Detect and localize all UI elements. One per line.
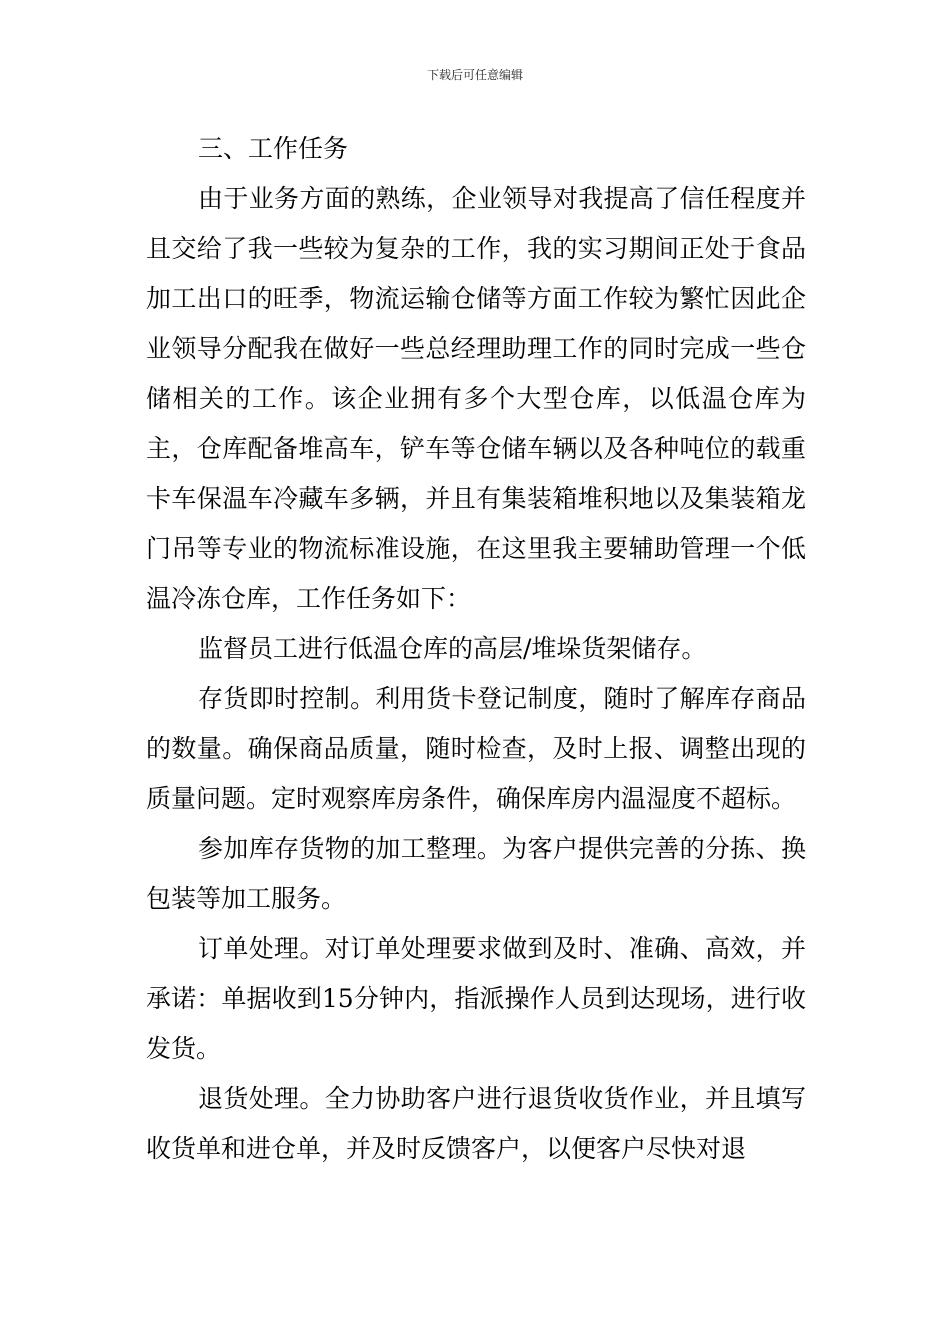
section-heading: 三、工作任务 (198, 134, 349, 163)
paragraph-order-handling: 订单处理。对订单处理要求做到及时、准确、高效，并承诺：单据收到15分钟内，指派操作人员到达现场，进行收发货。 (146, 934, 806, 1063)
header-note: 下载后可任意编辑 (426, 68, 523, 82)
paragraph-returns: 退货处理。全力协助客户进行退货收货作业，并且填写收货单和进仓单，并及时反馈客户，以便客户尽快对退 (146, 1084, 806, 1163)
paragraph-inventory-control: 存货即时控制。利用货卡登记制度，随时了解库存商品的数量。确保商品质量，随时检查，及时上报、调整出现的质量问题。定时观察库房条件，确保库房内温湿度不超标。 (146, 684, 806, 813)
paragraph-supervise: 监督员工进行低温仓库的高层/堆垛货架储存。 (198, 634, 707, 663)
paragraph-intro: 由于业务方面的熟练，企业领导对我提高了信任程度并且交给了我一些较为复杂的工作，我的实习期间正处于食品加工出口的旺季，物流运输仓储等方面工作较为繁忙因此企业领导分配我在做好一些总经理助理工作的同时完成一些仓储相关的工作。该企业拥有多个大型仓库，以低温仓库为主，仓库配备堆高车，铲车等仓储车辆以及各种吨位的载重卡车保温车冷藏车多辆，并且有集装箱堆积地以及集装箱龙门吊等专业的物流标准设施，在这里我主要辅助管理一个低温冷冻仓库，工作任务如下： (146, 184, 806, 613)
paragraph-processing: 参加库存货物的加工整理。为客户提供完善的分拣、换包装等加工服务。 (146, 834, 806, 913)
document-body (146, 124, 806, 1174)
